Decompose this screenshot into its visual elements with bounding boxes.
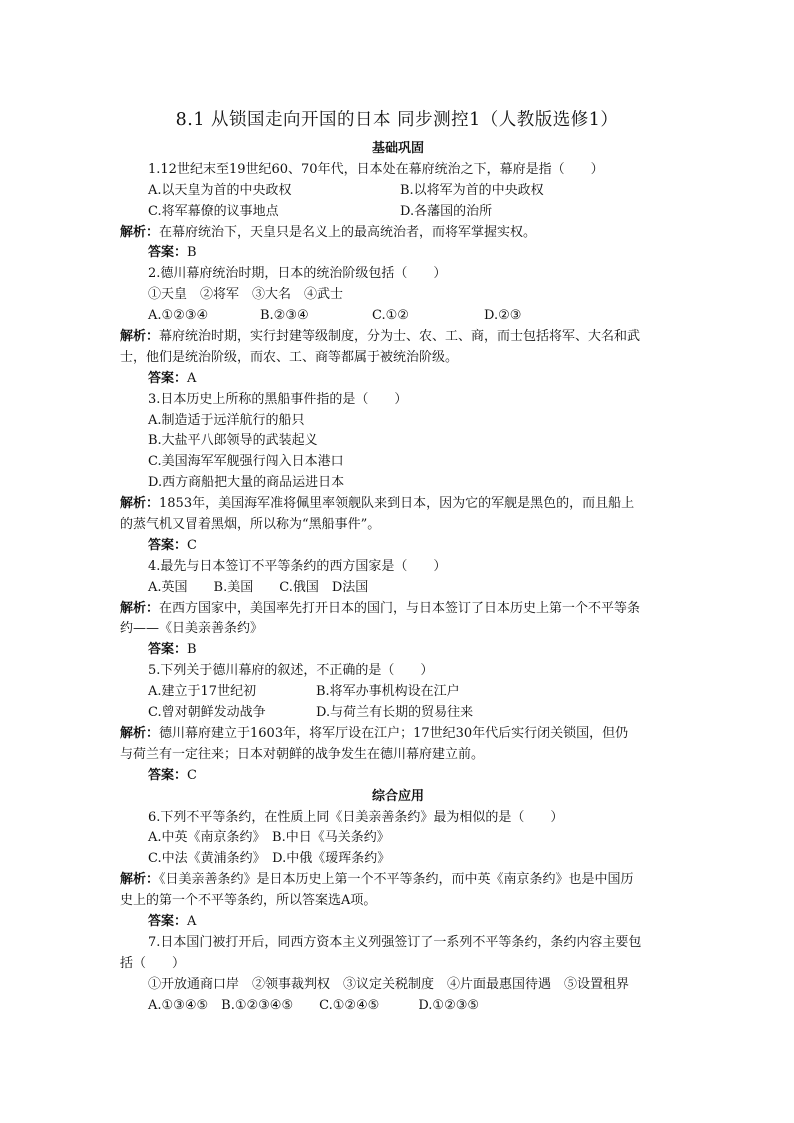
question-1-answer: 答案：B (148, 245, 197, 261)
option-b: B.以将军为首的中央政权 (400, 182, 544, 198)
question-6-analysis: 解析：《日美亲善条约》是日本历史上第一个不平等条约，而中英《南京条约》也是中国历 (120, 872, 634, 888)
question-2-options (120, 306, 676, 327)
question-2-items: ①天皇 ②将军 ③大名 ④武士 (148, 287, 344, 303)
question-6-analysis-cont: 史上的第一个不平等条约，所以答案选A项。 (120, 893, 377, 909)
question-6-stem: 6.下列不平等条约，在性质上同《日美亲善条约》最为相似的是（ ） (148, 809, 564, 825)
document-body (120, 139, 676, 1016)
analysis-label: 解析： (120, 224, 160, 240)
analysis-label: 解析： (120, 872, 160, 888)
question-7-stem-cont: 括（ ） (120, 955, 186, 971)
section-heading-basic: 基础巩固 (371, 141, 424, 156)
question-5-answer: 答案：C (148, 767, 197, 783)
answer-label: 答案： (148, 913, 188, 929)
option-c: C.①② (372, 308, 409, 324)
page-title: 8.1 从锁国走向开国的日本 同步测控1（人教版选修1） (175, 110, 619, 130)
question-3-answer: 答案：C (148, 537, 197, 553)
question-4-analysis: 解析：在西方国家中，美国率先打开日本的国门，与日本签订了日本历史上第一个不平等条 (120, 600, 641, 616)
option-d: D.各藩国的治所 (400, 203, 493, 219)
analysis-label: 解析： (120, 600, 160, 616)
option-d: D.西方商船把大量的商品运进日本 (148, 475, 345, 491)
analysis-label: 解析： (120, 725, 160, 741)
question-3-analysis-cont: 的蒸气机又冒着黑烟，所以称为“黑船事件”。 (120, 517, 381, 533)
question-5-stem: 5.下列关于德川幕府的叙述，不正确的是（ ） (148, 663, 434, 679)
question-5-analysis: 解析：德川幕府建立于1603年，将军厅设在江户；17世纪30年代后实行闭关锁国，但仍 (120, 725, 629, 741)
answer-label: 答案： (148, 642, 188, 658)
question-6-options-ab: A.中英《南京条约》 B.中日《马关条约》 (148, 830, 390, 846)
question-2-stem: 2.德川幕府统治时期，日本的统治阶级包括（ ） (148, 266, 447, 282)
question-7-items: ①开放通商口岸 ②领事裁判权 ③议定关税制度 ④片面最惠国待遇 ⑤设置租界 (148, 976, 630, 992)
question-2-analysis: 解析：幕府统治时期，实行封建等级制度，分为士、农、工、商，而士包括将军、大名和武 (120, 329, 641, 345)
question-1-analysis: 解析：在幕府统治下，天皇只是名义上的最高统治者，而将军掌握实权。 (120, 224, 537, 240)
question-5-options-cd (120, 703, 676, 724)
question-4-stem: 4.最先与日本签订不平等条约的西方国家是（ ） (148, 558, 447, 574)
section-heading-comprehensive: 综合应用 (371, 788, 424, 804)
question-3-analysis: 解析：1853年，美国海军准将佩里率领舰队来到日本，因为它的军舰是黑色的，而且船上 (120, 496, 635, 512)
question-7-options: A.①③④⑤ B.①②③④⑤ C.①②④⑤ D.①②③⑤ (148, 997, 480, 1013)
question-1-options-cd (120, 202, 676, 223)
answer-label: 答案： (148, 245, 188, 261)
question-7-stem: 7.日本国门被打开后，同西方资本主义列强签订了一系列不平等条约，条约内容主要包 (148, 934, 642, 950)
answer-label: 答案： (148, 767, 188, 783)
option-a: A.以天皇为首的中央政权 (148, 182, 292, 198)
option-d: D.与荷兰有长期的贸易往来 (316, 705, 474, 721)
option-b: B.大盐平八郎领导的武装起义 (148, 433, 318, 449)
option-b: B.②③④ (260, 308, 309, 324)
option-a: A.制造适于远洋航行的船只 (148, 412, 305, 428)
option-a: A.建立于17世纪初 (148, 684, 257, 700)
question-6-answer: 答案：A (148, 913, 197, 929)
analysis-label: 解析： (120, 329, 160, 345)
question-3-stem: 3.日本历史上所称的黑船事件指的是（ ） (148, 391, 408, 407)
analysis-label: 解析： (120, 496, 160, 512)
question-1-stem: 1.12世纪末至19世纪60、70年代，日本处在幕府统治之下，幕府是指（ ） (148, 161, 604, 177)
question-5-analysis-cont: 与荷兰有一定往来；日本对朝鲜的战争发生在德川幕府建立前。 (120, 746, 485, 762)
answer-label: 答案： (148, 370, 188, 386)
option-c: C.美国海军军舰强行闯入日本港口 (148, 454, 344, 470)
question-5-options-ab (120, 682, 676, 703)
question-2-analysis-cont: 士，他们是统治阶级，而农、工、商等都属于被统治阶级。 (120, 349, 459, 365)
option-d: D.②③ (484, 308, 522, 324)
option-a: A.①②③④ (148, 308, 209, 324)
option-c: C.将军幕僚的议事地点 (148, 203, 279, 219)
question-4-options: A.英国 B.美国 C.俄国 D法国 (148, 579, 369, 595)
option-b: B.将军办事机构设在江户 (316, 684, 460, 700)
question-4-answer: 答案：B (148, 642, 197, 658)
option-c: C.曾对朝鲜发动战争 (148, 705, 266, 721)
question-6-options-cd: C.中法《黄浦条约》 D.中俄《瑷珲条约》 (148, 851, 391, 867)
question-4-analysis-cont: 约——《日美亲善条约》 (120, 621, 264, 637)
question-2-answer: 答案：A (148, 370, 197, 386)
question-1-options-ab (120, 181, 676, 202)
answer-label: 答案： (148, 537, 188, 553)
